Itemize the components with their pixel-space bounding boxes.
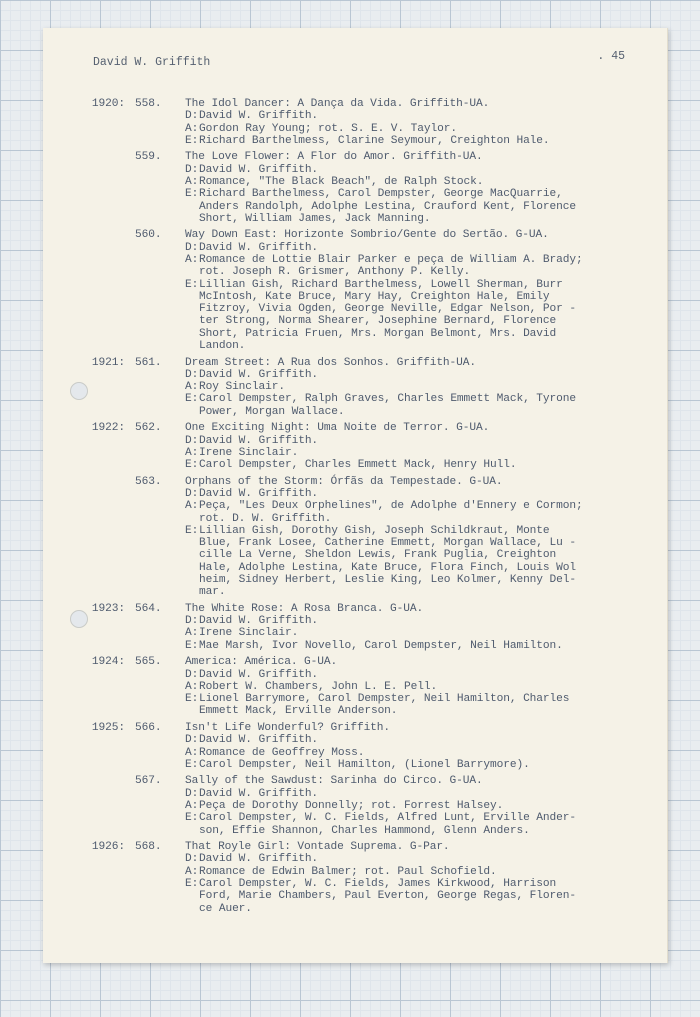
film-number: 558.	[135, 98, 162, 110]
credit-line	[185, 903, 650, 915]
credit-line	[185, 435, 650, 447]
film-credit	[185, 369, 650, 381]
credit-code: E:	[185, 877, 199, 890]
film-number: 566.	[135, 722, 162, 734]
film-credit	[185, 788, 650, 800]
credit-text: Fitzroy, Vivia Ogden, George Neville, Edgar Nelson, Por -	[199, 303, 576, 316]
credit-line	[185, 303, 650, 315]
credit-text: Gordon Ray Young; rot. S. E. V. Taylor.	[199, 122, 457, 135]
film-number: 561.	[135, 356, 162, 369]
film-credit	[185, 123, 650, 135]
credit-text: Ford, Marie Chambers, Paul Everton, George Regas, Floren-	[199, 890, 576, 903]
credit-text: Carol Dempster, Neil Hamilton, (Lionel Barrymore).	[199, 758, 530, 771]
credit-line	[185, 266, 650, 278]
credit-text: cille La Verne, Sheldon Lewis, Frank Puglia, Creighton	[199, 549, 557, 562]
punch-hole	[70, 382, 88, 400]
credit-line	[185, 340, 650, 352]
credit-line	[185, 825, 650, 837]
film-credit	[185, 759, 650, 771]
credit-text: rot. Joseph R. Grismer, Anthony P. Kelly.	[199, 266, 471, 279]
film-credit	[185, 681, 650, 693]
credit-line	[185, 537, 650, 549]
film-title: Orphans of the Storm: Órfãs da Tempestade. G-UA.	[185, 475, 503, 488]
credit-text: Short, William James, Jack Manning.	[199, 212, 431, 225]
credit-line	[185, 788, 650, 800]
film-details	[185, 656, 650, 717]
film-number: 568.	[135, 841, 162, 854]
credit-text: Irene Sinclair.	[199, 446, 299, 459]
film-credit	[185, 693, 650, 718]
credit-line	[185, 500, 650, 512]
film-credit	[185, 447, 650, 459]
credit-line	[185, 176, 650, 188]
credit-line	[185, 586, 650, 598]
film-credit	[185, 669, 650, 681]
film-credit	[185, 279, 650, 353]
credit-text: Robert W. Chambers, John L. E. Pell.	[199, 680, 438, 693]
credit-line	[185, 669, 650, 681]
credit-code: D:	[185, 487, 199, 500]
film-credit	[185, 853, 650, 865]
credit-text: David W. Griffith.	[199, 615, 319, 628]
film-year: 1922:	[91, 422, 125, 435]
credit-text: David W. Griffith.	[199, 110, 319, 123]
credit-line	[185, 693, 650, 705]
credit-line	[185, 406, 650, 418]
credit-line	[185, 459, 650, 471]
page-author: David W. Griffith	[93, 56, 211, 69]
credit-code: E:	[185, 393, 199, 406]
credit-text: rot. D. W. Griffith.	[199, 512, 332, 525]
credit-line	[185, 525, 650, 537]
film-credit	[185, 242, 650, 254]
film-credit	[185, 878, 650, 915]
credit-text: Carol Dempster, W. C. Fields, Alfred Lunt, Erville Ander-	[199, 812, 576, 825]
film-number: 564.	[135, 602, 162, 615]
film-year: 1926:	[91, 841, 125, 854]
credit-line	[185, 123, 650, 135]
credit-text: David W. Griffith.	[199, 434, 319, 447]
credit-text: heim, Sidney Herbert, Leslie King, Leo Kolmer, Kenny Del-	[199, 574, 576, 587]
film-credit	[185, 135, 650, 147]
film-credit	[185, 381, 650, 393]
credit-line	[185, 242, 650, 254]
credit-text: Hale, Adolphe Lestina, Kate Bruce, Flora Finch, Louis Wol	[199, 561, 576, 574]
film-title: Way Down East: Horizonte Sombrio/Gente do Sertão. G-UA.	[185, 229, 549, 242]
credit-line	[185, 110, 650, 122]
credit-text: Anders Randolph, Adolphe Lestina, Crauford Kent, Florence	[199, 200, 576, 213]
film-credit	[185, 747, 650, 759]
film-title: One Exciting Night: Uma Noite de Terror. G-UA.	[185, 422, 490, 435]
credit-text: Roy Sinclair.	[199, 381, 285, 394]
page-number: . 45	[597, 50, 625, 63]
credit-text: David W. Griffith.	[199, 241, 319, 254]
credit-text: Carol Dempster, Charles Emmett Mack, Henry Hull.	[199, 459, 517, 472]
film-details	[185, 603, 650, 652]
credit-line	[185, 254, 650, 266]
film-details	[185, 98, 650, 147]
film-details	[185, 357, 650, 418]
credit-line	[185, 381, 650, 393]
film-details	[185, 722, 650, 771]
credit-line	[185, 890, 650, 902]
film-title: The Idol Dancer: A Dança da Vida. Griffith-UA.	[185, 98, 490, 110]
credit-code: D:	[185, 853, 199, 866]
credit-line	[185, 213, 650, 225]
credit-text: Mae Marsh, Ivor Novello, Carol Dempster, Neil Hamilton.	[199, 639, 563, 652]
film-title: The Love Flower: A Flor do Amor. Griffith-UA.	[185, 151, 483, 164]
credit-text: Richard Barthelmess, Carol Dempster, George MacQuarrie,	[199, 188, 563, 201]
film-title: That Royle Girl: Vontade Suprema. G-Par.	[185, 841, 450, 854]
credit-line	[185, 135, 650, 147]
credit-text: ce Auer.	[199, 902, 252, 915]
film-credit	[185, 188, 650, 225]
credit-text: David W. Griffith.	[199, 734, 319, 747]
credit-text: Romance de Geoffrey Moss.	[199, 746, 365, 759]
credit-line	[185, 291, 650, 303]
film-title: Isn't Life Wonderful? Griffith.	[185, 722, 391, 734]
credit-text: Carol Dempster, Ralph Graves, Charles Emmett Mack, Tyrone	[199, 393, 576, 406]
credit-code: D:	[185, 668, 199, 681]
film-year: 1923:	[91, 602, 125, 615]
film-number: 563.	[135, 475, 162, 488]
film-credit	[185, 393, 650, 418]
credit-line	[185, 574, 650, 586]
credit-line	[185, 866, 650, 878]
credit-code: E:	[185, 278, 199, 291]
credit-text: Peça, "Les Deux Orphelines", de Adolphe d'Ennery e Cormon;	[199, 500, 583, 513]
film-credit	[185, 254, 650, 279]
credit-line	[185, 279, 650, 291]
credit-line	[185, 759, 650, 771]
credit-code: E:	[185, 639, 199, 652]
credit-line	[185, 488, 650, 500]
credit-line	[185, 447, 650, 459]
credit-code: A:	[185, 253, 199, 266]
film-credit	[185, 110, 650, 122]
credit-line	[185, 747, 650, 759]
film-title: The White Rose: A Rosa Branca. G-UA.	[185, 602, 424, 615]
credit-code: A:	[185, 680, 199, 693]
credit-line	[185, 328, 650, 340]
film-credit	[185, 800, 650, 812]
credit-text: David W. Griffith.	[199, 368, 319, 381]
credit-line	[185, 800, 650, 812]
credit-line	[185, 681, 650, 693]
credit-code: E:	[185, 134, 199, 147]
credit-text: Richard Barthelmess, Clarine Seymour, Creighton Hale.	[199, 134, 550, 147]
credit-line	[185, 705, 650, 717]
credit-code: E:	[185, 188, 199, 201]
credit-code: E:	[185, 524, 199, 537]
credit-line	[185, 627, 650, 639]
credit-text: Romance, "The Black Beach", de Ralph Stock.	[199, 175, 484, 188]
credit-text: Emmett Mack, Erville Anderson.	[199, 705, 398, 718]
credit-line	[185, 513, 650, 525]
credit-code: A:	[185, 446, 199, 459]
credit-code: A:	[185, 865, 199, 878]
credit-code: D:	[185, 787, 199, 800]
credit-code: D:	[185, 368, 199, 381]
credit-line	[185, 393, 650, 405]
credit-text: McIntosh, Kate Bruce, Mary Hay, Creighton Hale, Emily	[199, 290, 550, 303]
film-title: Sally of the Sawdust: Sarinha do Circo. G-UA.	[185, 775, 483, 788]
credit-text: David W. Griffith.	[199, 668, 319, 681]
credit-text: Short, Patricia Fruen, Mrs. Morgan Belmont, Mrs. David	[199, 327, 557, 340]
credit-code: A:	[185, 500, 199, 513]
credit-line	[185, 562, 650, 574]
credit-code: A:	[185, 122, 199, 135]
film-details	[185, 841, 650, 915]
film-details	[185, 775, 650, 836]
film-details	[185, 229, 650, 352]
film-credit	[185, 812, 650, 837]
credit-text: Landon.	[199, 340, 246, 353]
credit-text: Carol Dempster, W. C. Fields, James Kirkwood, Harrison	[199, 877, 557, 890]
film-credit	[185, 640, 650, 652]
film-details	[185, 476, 650, 599]
film-details	[185, 151, 650, 225]
credit-code: D:	[185, 434, 199, 447]
credit-line	[185, 878, 650, 890]
credit-code: E:	[185, 812, 199, 825]
film-title: America: América. G-UA.	[185, 656, 338, 669]
credit-text: Blue, Frank Losee, Catherine Emmett, Morgan Wallace, Lu -	[199, 537, 576, 550]
credit-line	[185, 369, 650, 381]
credit-code: D:	[185, 615, 199, 628]
credit-line	[185, 188, 650, 200]
credit-text: David W. Griffith.	[199, 853, 319, 866]
credit-line	[185, 853, 650, 865]
film-credit	[185, 435, 650, 447]
film-credit	[185, 866, 650, 878]
film-credit	[185, 627, 650, 639]
credit-text: Peça de Dorothy Donnelly; rot. Forrest Halsey.	[199, 799, 504, 812]
typewritten-page	[43, 28, 668, 963]
film-title: Dream Street: A Rua dos Sonhos. Griffith-UA.	[185, 356, 476, 369]
credit-line	[185, 812, 650, 824]
credit-text: Romance de Lottie Blair Parker e peça de William A. Brady;	[199, 253, 583, 266]
credit-line	[185, 615, 650, 627]
film-details	[185, 422, 650, 471]
film-credit	[185, 734, 650, 746]
credit-line	[185, 640, 650, 652]
film-credit	[185, 615, 650, 627]
credit-text: Romance de Edwin Balmer; rot. Paul Schofield.	[199, 865, 497, 878]
credit-text: mar.	[199, 586, 226, 599]
credit-text: Lillian Gish, Richard Barthelmess, Lowell Sherman, Burr	[199, 278, 563, 291]
credit-code: E:	[185, 459, 199, 472]
credit-text: Lionel Barrymore, Carol Dempster, Neil Hamilton, Charles	[199, 693, 570, 706]
credit-text: ter Strong, Norma Shearer, Josephine Bernard, Florence	[199, 315, 557, 328]
credit-code: A:	[185, 627, 199, 640]
film-credit	[185, 500, 650, 525]
credit-line	[185, 734, 650, 746]
credit-code: D:	[185, 241, 199, 254]
credit-code: A:	[185, 799, 199, 812]
credit-code: D:	[185, 110, 199, 123]
film-credit	[185, 459, 650, 471]
credit-line	[185, 201, 650, 213]
film-number: 559.	[135, 151, 162, 164]
film-number: 560.	[135, 229, 162, 242]
film-number: 567.	[135, 775, 162, 788]
credit-code: E:	[185, 758, 199, 771]
credit-code: E:	[185, 693, 199, 706]
credit-text: Power, Morgan Wallace.	[199, 405, 345, 418]
film-year: 1921:	[91, 356, 125, 369]
film-year: 1925:	[91, 722, 125, 734]
credit-code: A:	[185, 175, 199, 188]
credit-text: David W. Griffith.	[199, 487, 319, 500]
credit-code: D:	[185, 734, 199, 747]
credit-text: Lillian Gish, Dorothy Gish, Joseph Schildkraut, Monte	[199, 524, 550, 537]
credit-text: David W. Griffith.	[199, 787, 319, 800]
credit-text: son, Effie Shannon, Charles Hammond, Glenn Anders.	[199, 824, 530, 837]
credit-text: David W. Griffith.	[199, 163, 319, 176]
film-year: 1920:	[91, 98, 125, 110]
punch-hole	[70, 610, 88, 628]
film-number: 562.	[135, 422, 162, 435]
film-credit	[185, 176, 650, 188]
credit-line	[185, 164, 650, 176]
credit-code: A:	[185, 746, 199, 759]
film-year: 1924:	[91, 656, 125, 669]
credit-code: A:	[185, 381, 199, 394]
film-credit	[185, 525, 650, 599]
film-credit	[185, 488, 650, 500]
film-credit	[185, 164, 650, 176]
credit-code: D:	[185, 163, 199, 176]
credit-line	[185, 549, 650, 561]
credit-text: Irene Sinclair.	[199, 627, 299, 640]
film-number: 565.	[135, 656, 162, 669]
credit-line	[185, 315, 650, 327]
